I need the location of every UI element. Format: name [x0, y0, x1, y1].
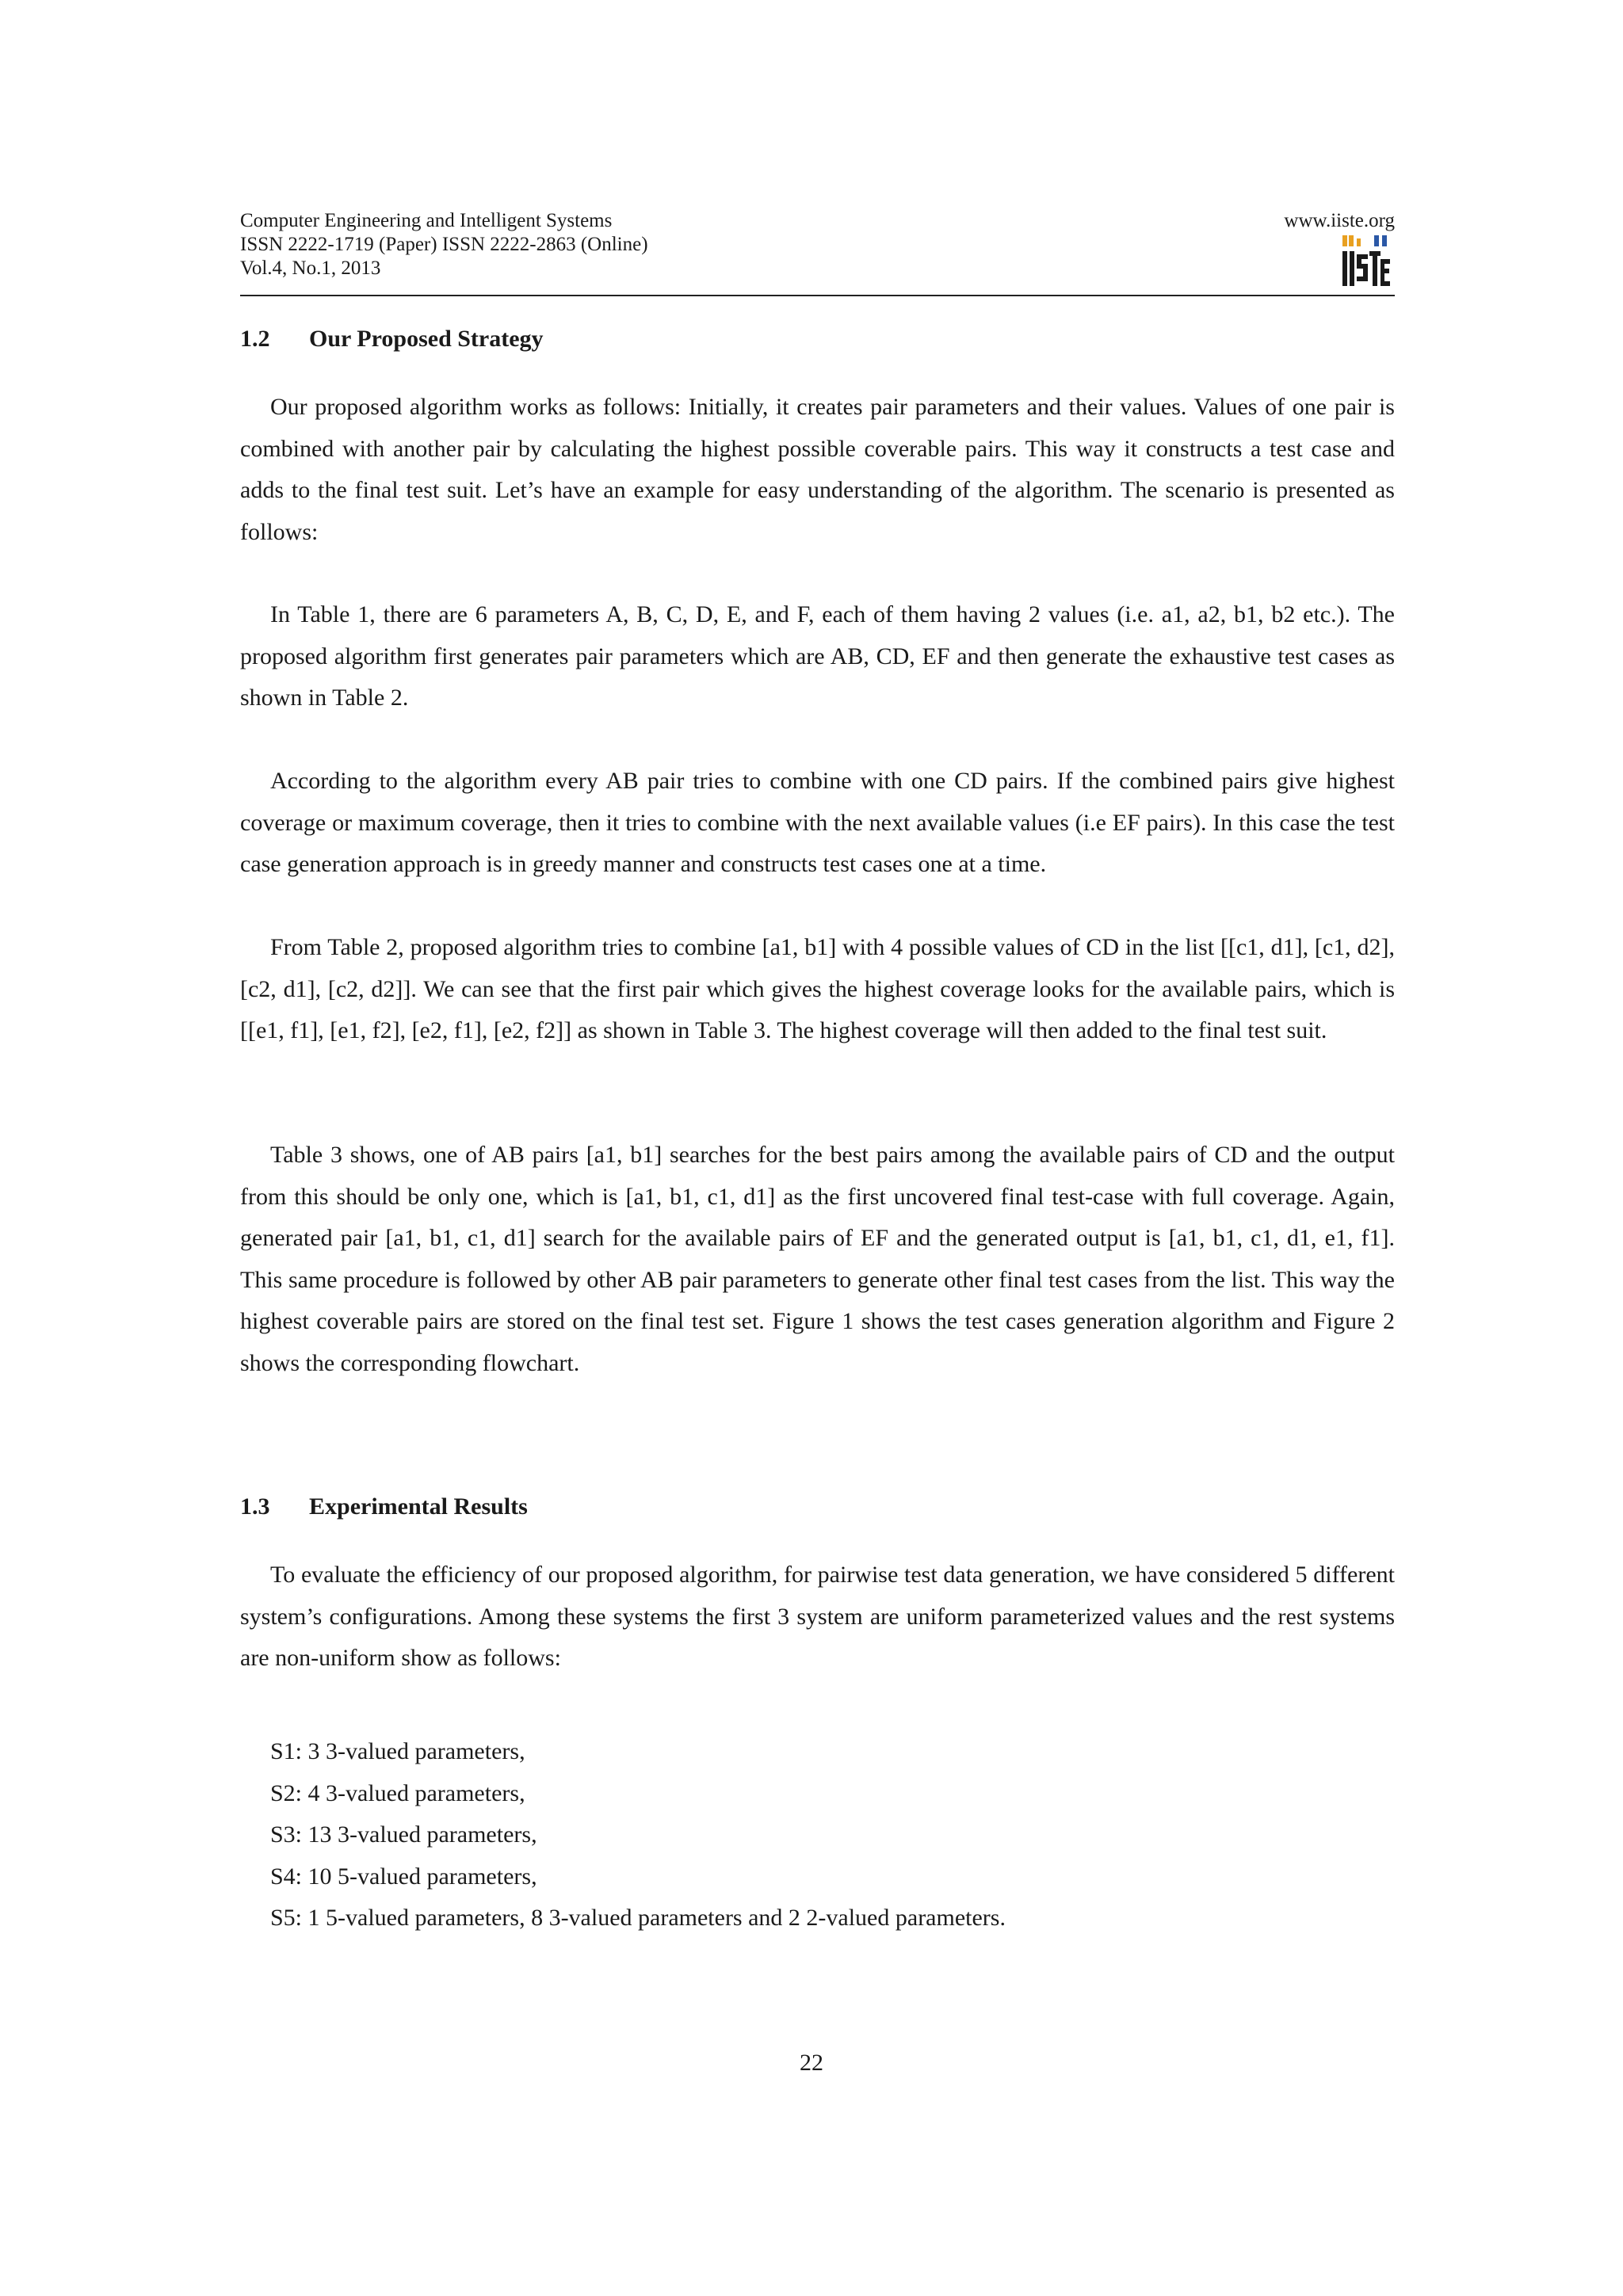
system-configurations-list — [270, 1731, 1006, 1939]
page-header — [240, 209, 1395, 296]
list-item: S4: 10 5-valued parameters, — [270, 1863, 537, 1890]
paragraph: Our proposed algorithm works as follows: Initially, it creates pair parameters and their values. Values of one pair is combined with another pair by calculating the highest possible coverable pairs. This way it constructs a test case and adds to the final test suit. Let’s have an example for easy understanding of the algorithm. The scenario is presented as follows: — [240, 394, 1395, 545]
section-heading-1-2 — [240, 325, 544, 353]
paragraph: From Table 2, proposed algorithm tries to combine [a1, b1] with 4 possible values of CD in the list [[c1, d1], [c1, d2], [c2, d1], [c2, d2]]. We can see that the first pair which gives the highest coverage looks for the available pairs, which is [[e1, f1], [e1, f2], [e2, f1], [e2, f2]] as shown in Table 3. The highest coverage will then added to the final test suit. — [240, 934, 1395, 1043]
journal-issn: ISSN 2222-1719 (Paper) ISSN 2222-2863 (Online) — [240, 234, 648, 255]
journal-info — [240, 209, 648, 280]
paragraph: According to the algorithm every AB pair tries to combine with one CD pairs. If the combined pairs give highest coverage or maximum coverage, then it tries to combine with the next available values (i.e EF pairs). In this case the test case generation approach is in greedy manner and constructs test cases one at a time. — [240, 768, 1395, 877]
list-item: S1: 3 3-valued parameters, — [270, 1738, 525, 1764]
paragraph: In Table 1, there are 6 parameters A, B, C, D, E, and F, each of them having 2 values (i.e. a1, a2, b1, b2 etc.). The proposed algorithm first generates pair parameters which are AB, CD, EF and then generate the exhaustive test cases as shown in Table 2. — [240, 601, 1395, 711]
paragraph: To evaluate the efficiency of our proposed algorithm, for pairwise test data generation, we have considered 5 different system’s configurations. Among these systems the first 3 system are uniform parameterized values and the rest systems are non-uniform show as follows: — [240, 1562, 1395, 1671]
list-item: S2: 4 3-valued parameters, — [270, 1779, 525, 1806]
header-rule — [240, 295, 1395, 296]
paragraph: Table 3 shows, one of AB pairs [a1, b1] searches for the best pairs among the available pairs of CD and the output from this should be only one, which is [a1, b1, c1, d1] as the first uncovered final test-case with full coverage. Again, generated pair [a1, b1, c1, d1] search for the available pairs of EF and the generated output is [a1, b1, c1, d1, e1, f1]. This same procedure is followed by other AB pair parameters to generate other final test cases from the list. This way the highest coverable pairs are stored on the final test set. Figure 1 shows the test cases generation algorithm and Figure 2 shows the corresponding flowchart. — [240, 1142, 1395, 1376]
section-title: Our Proposed Strategy — [309, 326, 544, 352]
journal-title: Computer Engineering and Intelligent Systems — [240, 210, 613, 231]
section-heading-1-3 — [240, 1493, 528, 1521]
section-title: Experimental Results — [309, 1493, 528, 1520]
journal-volume: Vol.4, No.1, 2013 — [240, 257, 381, 279]
page-number: 22 — [800, 2050, 823, 2076]
section-number: 1.2 — [240, 326, 270, 352]
section-number: 1.3 — [240, 1493, 270, 1520]
journal-website[interactable]: www.iiste.org — [1284, 210, 1395, 231]
iiste-logo — [1341, 235, 1392, 288]
list-item: S5: 1 5-valued parameters, 8 3-valued parameters and 2 2-valued parameters. — [270, 1905, 1006, 1931]
list-item: S3: 13 3-valued parameters, — [270, 1821, 537, 1848]
